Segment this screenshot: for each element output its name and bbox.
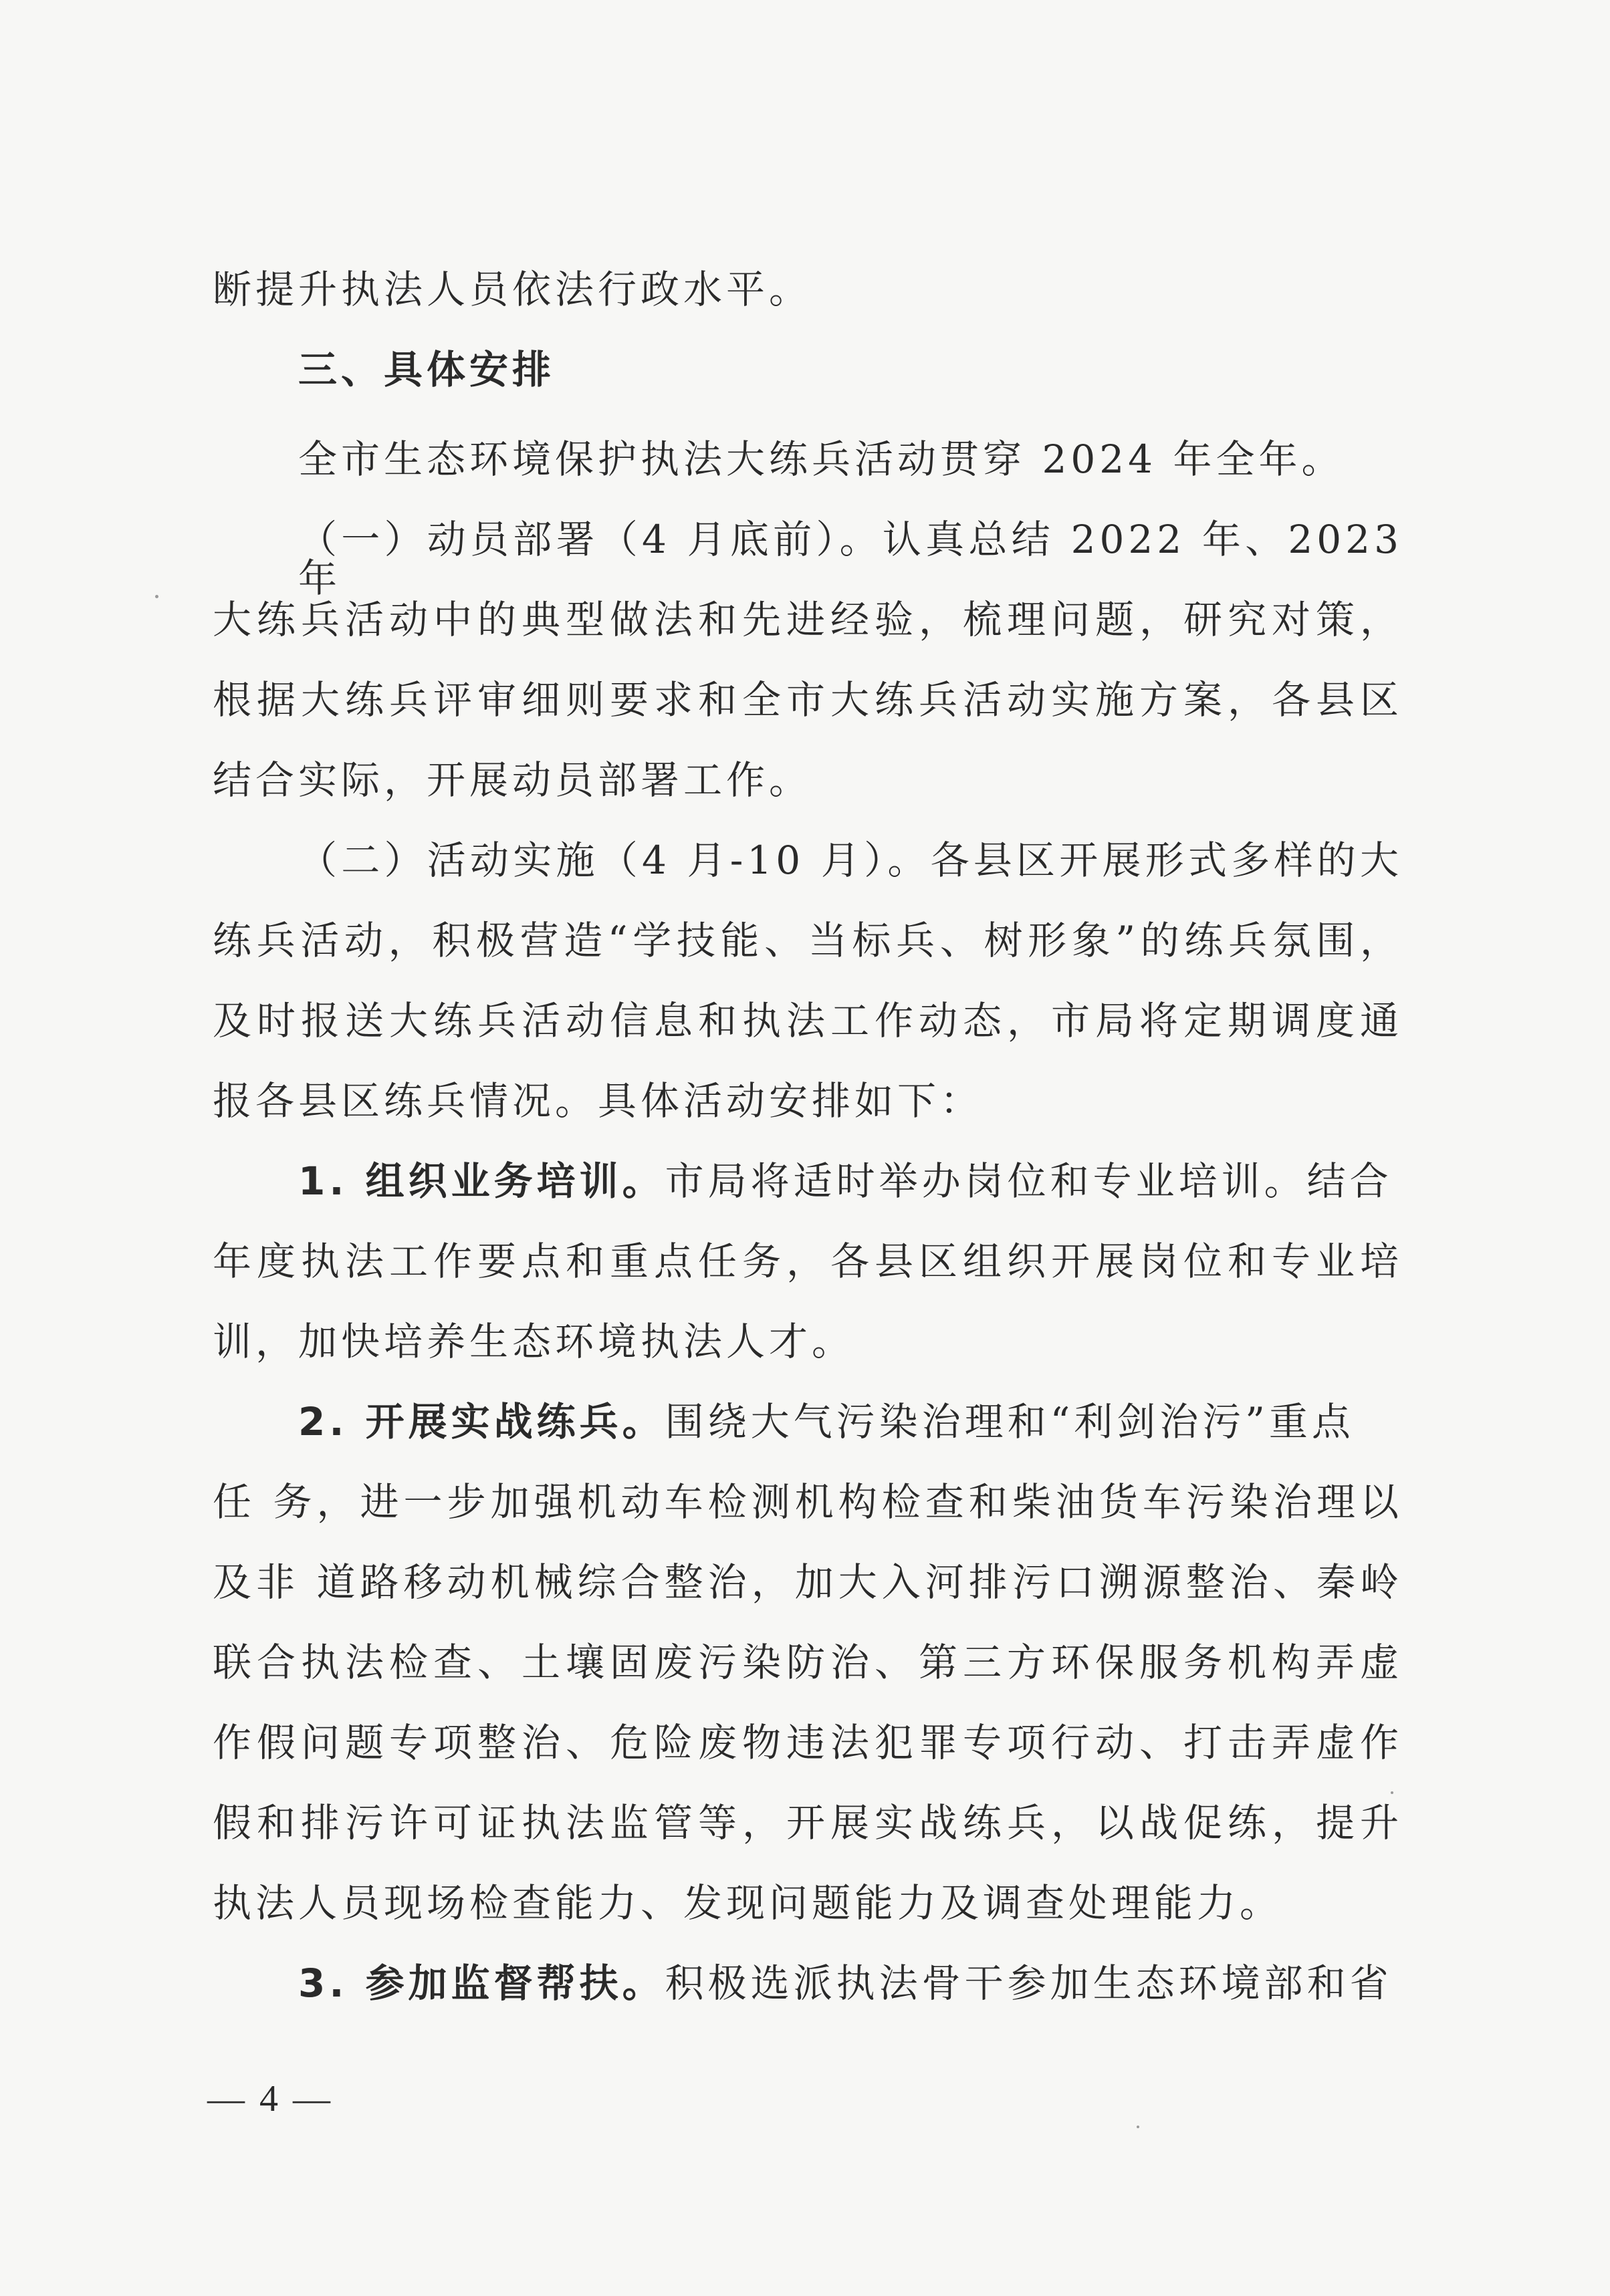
paragraph-line: 假和排污许可证执法监管等，开展实战练兵，以战促练，提升 [213, 1800, 1403, 1845]
section-heading: 三、具体安排 [298, 347, 556, 392]
item-1-title: 1. 组织业务培训。 [298, 1158, 665, 1204]
paragraph-line: 联合执法检查、土壤固废污染防治、第三方环保服务机构弄虚 [213, 1640, 1403, 1685]
paragraph-line: 结合实际，开展动员部署工作。 [213, 757, 812, 803]
paragraph-line: 及非 道路移动机械综合整治，加大入河排污口溯源整治、秦岭 [213, 1559, 1403, 1605]
item-3-title: 3. 参加监督帮扶。 [298, 1960, 665, 2006]
paragraph-line: 报各县区练兵情况。具体活动安排如下： [213, 1078, 984, 1124]
item-2-title: 2. 开展实战练兵。 [298, 1399, 665, 1444]
paragraph-line: 及时报送大练兵活动信息和执法工作动态，市局将定期调度通 [213, 998, 1403, 1043]
paragraph-line: 年度执法工作要点和重点任务，各县区组织开展岗位和专业培 [213, 1239, 1403, 1284]
page-number: — 4 — [207, 2078, 333, 2120]
paragraph-line: 全市生态环境保护执法大练兵活动贯穿 2024 年全年。 [298, 436, 1345, 482]
item-3-text: 积极选派执法骨干参加生态环境部和省 [665, 1960, 1393, 2006]
scan-speck [155, 595, 158, 598]
item-3-line [298, 1960, 1403, 2006]
item-1-line [298, 1158, 1403, 1204]
item-1-text: 市局将适时举办岗位和专业培训。结合 [665, 1158, 1393, 1204]
item-2-line [298, 1399, 1403, 1444]
paragraph-line: 训，加快培养生态环境执法人才。 [213, 1319, 855, 1364]
paragraph-line: 大练兵活动中的典型做法和先进经验，梳理问题，研究对策， [213, 597, 1403, 642]
paragraph-line: 执法人员现场检查能力、发现问题能力及调查处理能力。 [213, 1880, 1283, 1926]
paragraph-line: 断提升执法人员依法行政水平。 [213, 267, 812, 312]
item-2-text: 围绕大气污染治理和“利剑治污”重点 [665, 1399, 1355, 1444]
scan-speck [1137, 2126, 1139, 2128]
paragraph-line: 任 务，进一步加强机动车检测机构检查和柴油货车污染治理以 [213, 1479, 1403, 1525]
scan-speck [1391, 1791, 1393, 1794]
paragraph-line: （二）活动实施（4 月-10 月）。各县区开展形式多样的大 [298, 838, 1403, 883]
paragraph-line: 练兵活动，积极营造“学技能、当标兵、树形象”的练兵氛围， [213, 918, 1403, 963]
paragraph-line: 根据大练兵评审细则要求和全市大练兵活动实施方案，各县区 [213, 677, 1403, 723]
paragraph-line: 作假问题专项整治、危险废物违法犯罪专项行动、打击弄虚作 [213, 1720, 1403, 1765]
paragraph-line: （一）动员部署（4 月底前）。认真总结 2022 年、2023 年 [298, 517, 1403, 601]
